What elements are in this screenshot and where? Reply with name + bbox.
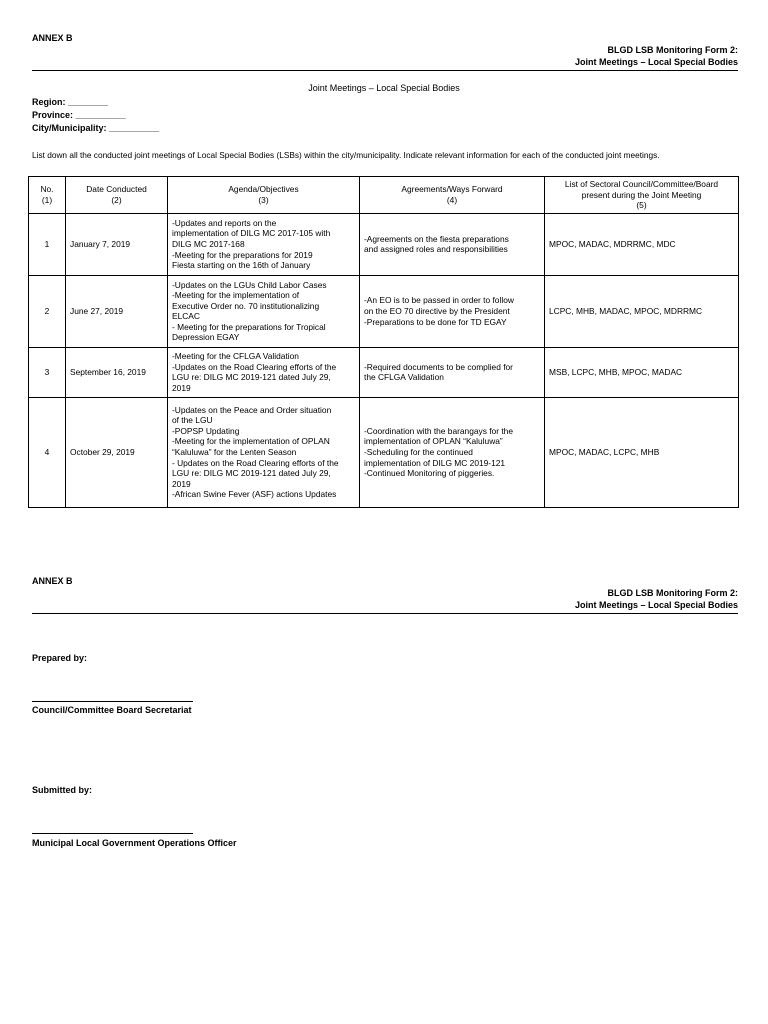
row-number: 2 (29, 275, 66, 347)
row-date: September 16, 2019 (66, 347, 168, 397)
prepared-by-label: Prepared by: (32, 653, 88, 663)
annex-label: ANNEX B (32, 33, 73, 43)
form-title-line2-2: Joint Meetings – Local Special Bodies (574, 600, 738, 610)
row-councils: LCPC, MHB, MADAC, MPOC, MDRRMC (545, 275, 739, 347)
form-title-line2: Joint Meetings – Local Special Bodies (574, 57, 738, 67)
row-agreements: -Agreements on the fiesta preparations and assigned roles and responsibilities (360, 213, 545, 275)
row-councils: MSB, LCPC, MHB, MPOC, MADAC (545, 347, 739, 397)
submitted-by-label: Submitted by: (32, 785, 92, 795)
table-row (29, 397, 739, 507)
row-agenda: -Updates and reports on the implementation of DILG MC 2017-105 with DILG MC 2017-168 -Meeting for the preparations for 2019 Fiesta starting on the 16th of January (168, 213, 360, 275)
page-title: Joint Meetings – Local Special Bodies (308, 83, 460, 93)
annex-label-2: ANNEX B (32, 576, 73, 586)
header-councils: List of Sectoral Council/Committee/Board present during the Joint Meeting (5) (545, 177, 739, 214)
row-councils: MPOC, MADAC, LCPC, MHB (545, 397, 739, 507)
header-agreements: Agreements/Ways Forward (4) (360, 177, 545, 214)
table-header-row (29, 177, 739, 214)
row-number: 4 (29, 397, 66, 507)
form-title-line1-2: BLGD LSB Monitoring Form 2: (607, 588, 738, 598)
joint-meetings-table (28, 176, 739, 508)
row-date: January 7, 2019 (66, 213, 168, 275)
table-row (29, 213, 739, 275)
header-agenda: Agenda/Objectives (3) (168, 177, 360, 214)
row-agreements: -An EO is to be passed in order to follow on the EO 70 directive by the President -Preparations to be done for TD EGAY (360, 275, 545, 347)
row-date: June 27, 2019 (66, 275, 168, 347)
row-agreements: -Coordination with the barangays for the implementation of OPLAN “Kaluluwa” -Scheduling for the continued implementation of DILG MC 2019-121 -Continued Monitoring of piggeries. (360, 397, 545, 507)
header-divider (32, 70, 738, 71)
preparer-role: Council/Committee Board Secretariat (32, 705, 192, 715)
row-councils: MPOC, MADAC, MDRRMC, MDC (545, 213, 739, 275)
region-field: Region: ________ (32, 97, 109, 107)
submitter-role: Municipal Local Government Operations Officer (32, 838, 237, 848)
row-agreements: -Required documents to be complied for the CFLGA Validation (360, 347, 545, 397)
row-date: October 29, 2019 (66, 397, 168, 507)
signature-line-submitted (32, 833, 193, 834)
row-agenda: -Updates on the Peace and Order situation of the LGU -POPSP Updating -Meeting for the implementation of OPLAN “Kaluluwa” for the Lenten Season - Updates on the Road Clearing efforts of the LGU re: DILG MC 2019-121 dated July 29, 2019 -African Swine Fever (ASF) actions Updates (168, 397, 360, 507)
header-divider-2 (32, 613, 738, 614)
instruction-text: List down all the conducted joint meetings of Local Special Bodies (LSBs) within the city/municipality. Indicate relevant information for each of the conducted joint meetings. (32, 150, 660, 160)
city-field: City/Municipality: __________ (32, 123, 160, 133)
header-date: Date Conducted (2) (66, 177, 168, 214)
row-number: 1 (29, 213, 66, 275)
row-agenda: -Meeting for the CFLGA Validation -Updates on the Road Clearing efforts of the LGU re: DILG MC 2019-121 dated July 29, 2019 (168, 347, 360, 397)
table-row (29, 275, 739, 347)
row-agenda: -Updates on the LGUs Child Labor Cases -Meeting for the implementation of Executive Order no. 70 institutionalizing ELCAC - Meeting for the preparations for Tropical Depression EGAY (168, 275, 360, 347)
table-row (29, 347, 739, 397)
header-no: No. (1) (29, 177, 66, 214)
form-title-line1: BLGD LSB Monitoring Form 2: (607, 45, 738, 55)
row-number: 3 (29, 347, 66, 397)
signature-line-prepared (32, 701, 193, 702)
province-field: Province: __________ (32, 110, 126, 120)
